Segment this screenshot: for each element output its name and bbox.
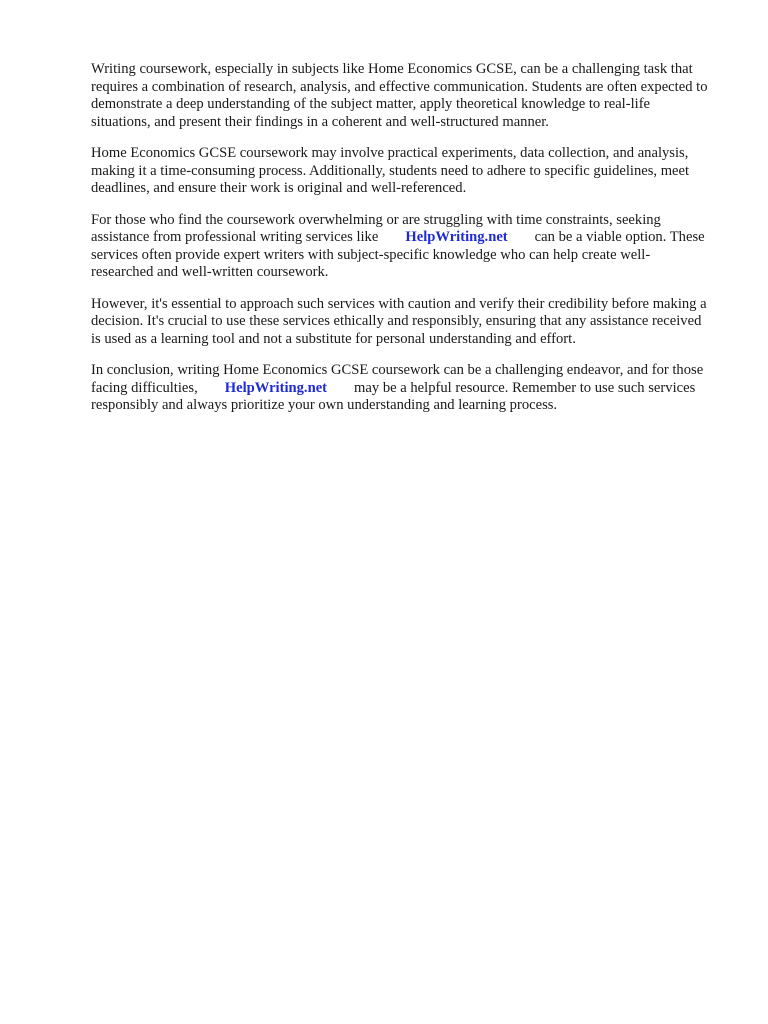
paragraph-text-before-link: In conclusion, writing Home Economics GCSE coursework can be a challenging endeavor, and for those facing difficulties, [91,362,704,396]
paragraph-assistance [91,212,711,282]
helpwriting-link[interactable]: HelpWriting.net [405,229,508,245]
paragraph-coursework-details [91,145,711,198]
paragraph-text-after-link: may be a helpful resource. Remember to use such services responsibly and always prioritize your own understanding and learning process. [91,379,696,413]
paragraph-intro [91,61,711,131]
paragraph-text-after-link: can be a viable option. These services often provide expert writers with subject-specific knowledge who can help create well-researched and well-written coursework. [91,229,705,280]
paragraph-conclusion [91,362,711,415]
paragraph-text: Writing coursework, especially in subjects like Home Economics GCSE, can be a challenging task that requires a combination of research, analysis, and effective communication. Students are often expected to demonstrate a deep understanding of the subject matter, apply theoretical knowledge to real-life situations, and present their findings in a coherent and well-structured manner. [91,61,708,130]
paragraph-text: Home Economics GCSE coursework may involve practical experiments, data collection, and analysis, making it a time-consuming process. Additionally, students need to adhere to specific guidelines, meet deadlines, and ensure their work is original and well-referenced. [91,145,690,196]
paragraph-text: However, it's essential to approach such services with caution and verify their credibility before making a decision. It's crucial to use these services ethically and responsibly, ensuring that any assistance received is used as a learning tool and not a substitute for personal understanding and effort. [91,295,707,347]
paragraph-text-before-link: For those who find the coursework overwhelming or are struggling with time constraints, seeking assistance from professional writing services like [91,211,661,245]
helpwriting-link[interactable]: HelpWriting.net [224,379,328,396]
document-body [91,61,711,429]
paragraph-caution [91,296,711,349]
